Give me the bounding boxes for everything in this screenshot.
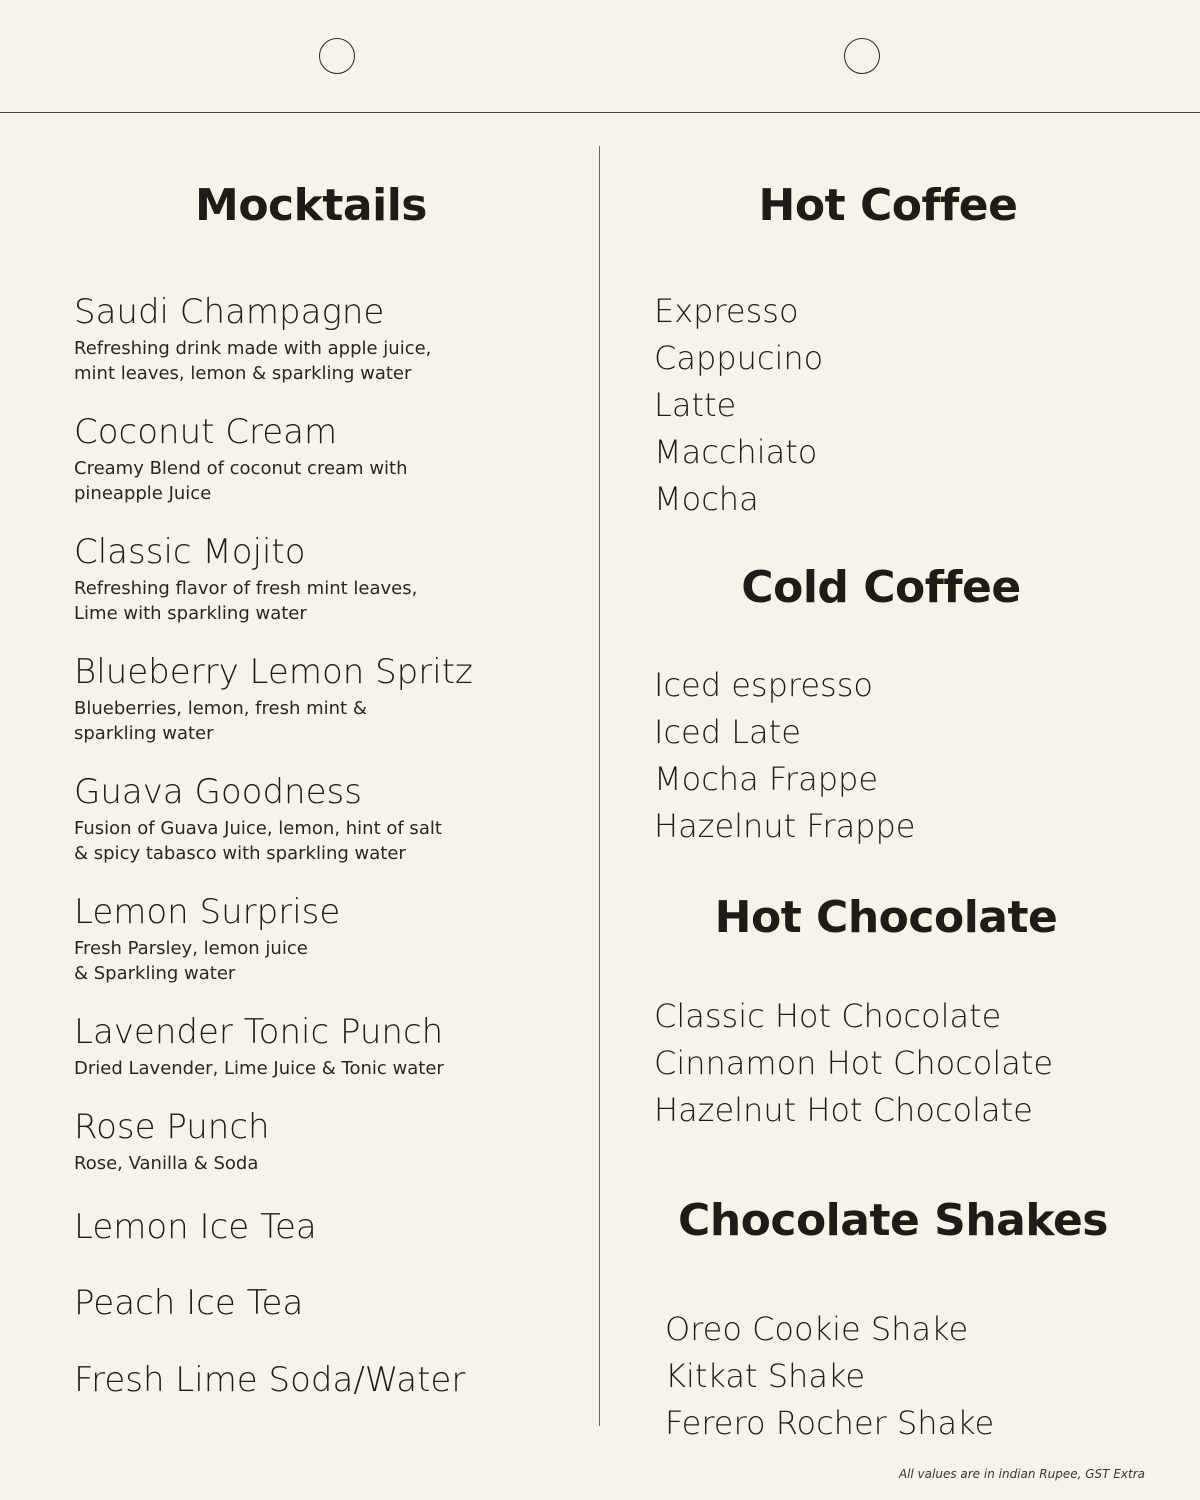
item-name: Iced Late: [654, 713, 801, 751]
item-name: Classic Mojito: [74, 532, 306, 572]
item-description: Dried Lavender, Lime Juice & Tonic water: [74, 1058, 444, 1079]
item-description: Refreshing drink made with apple juice,: [74, 338, 432, 359]
item-description: sparkling water: [74, 723, 214, 744]
cold-coffee-title: Cold Coffee: [741, 562, 1021, 613]
item-name: Blueberry Lemon Spritz: [74, 652, 473, 692]
item-name: Saudi Champagne: [74, 292, 385, 332]
item-description: Refreshing flavor of fresh mint leaves,: [74, 578, 418, 599]
item-description: Rose, Vanilla & Soda: [74, 1153, 259, 1174]
item-name: Kitkat Shake: [665, 1357, 865, 1395]
item-name: Lemon Surprise: [74, 892, 341, 932]
item-name: Fresh Lime Soda/Water: [74, 1360, 466, 1400]
item-name: Hazelnut Frappe: [654, 807, 916, 845]
item-name: Cappucino: [654, 339, 824, 377]
item-name: Ferero Rocher Shake: [665, 1404, 995, 1442]
item-name: Lavender Tonic Punch: [74, 1012, 444, 1052]
item-description: Fresh Parsley, lemon juice: [74, 938, 308, 959]
item-description: & spicy tabasco with sparkling water: [74, 843, 406, 864]
top-divider: [0, 112, 1200, 113]
item-name: Peach Ice Tea: [74, 1283, 304, 1323]
item-description: Fusion of Guava Juice, lemon, hint of salt: [74, 818, 442, 839]
mocktails-title: Mocktails: [195, 180, 427, 231]
item-name: Classic Hot Chocolate: [654, 997, 1002, 1035]
item-name: Iced espresso: [654, 666, 873, 704]
item-name: Hazelnut Hot Chocolate: [654, 1091, 1033, 1129]
item-name: Oreo Cookie Shake: [665, 1310, 969, 1348]
item-description: mint leaves, lemon & sparkling water: [74, 363, 412, 384]
item-name: Mocha: [654, 480, 759, 518]
item-description: & Sparkling water: [74, 963, 236, 984]
price-footnote: All values are in indian Rupee, GST Extra: [898, 1467, 1145, 1481]
item-description: Lime with sparkling water: [74, 603, 307, 624]
item-description: Creamy Blend of coconut cream with: [74, 458, 408, 479]
column-divider: [599, 146, 600, 1426]
binder-hole-right: [844, 38, 880, 74]
item-name: Macchiato: [654, 433, 818, 471]
item-name: Latte: [654, 386, 737, 424]
chocolate-shakes-title: Chocolate Shakes: [678, 1195, 1108, 1246]
item-name: Cinnamon Hot Chocolate: [654, 1044, 1054, 1082]
item-name: Mocha Frappe: [654, 760, 878, 798]
item-name: Coconut Cream: [74, 412, 338, 452]
item-name: Guava Goodness: [74, 772, 362, 812]
item-name: Expresso: [654, 292, 799, 330]
item-name: Rose Punch: [74, 1107, 270, 1147]
item-description: Blueberries, lemon, fresh mint &: [74, 698, 367, 719]
item-name: Lemon Ice Tea: [74, 1207, 317, 1247]
hot-coffee-title: Hot Coffee: [758, 180, 1018, 231]
item-description: pineapple Juice: [74, 483, 212, 504]
binder-hole-left: [319, 38, 355, 74]
hot-chocolate-title: Hot Chocolate: [714, 892, 1058, 943]
